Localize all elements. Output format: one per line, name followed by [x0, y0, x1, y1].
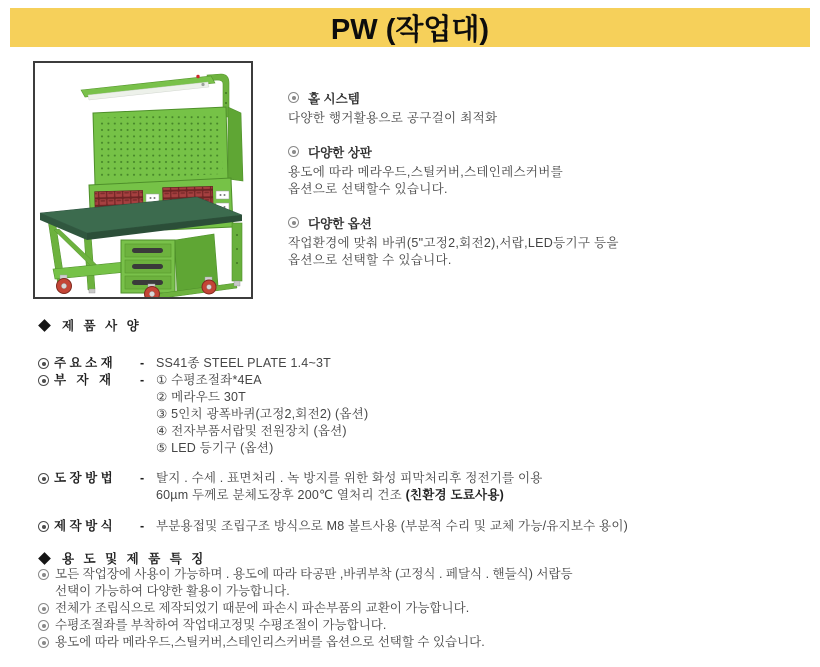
ring-bullet-icon: [38, 637, 49, 648]
page-title: PW (작업대): [330, 14, 490, 46]
spec-separator: -: [140, 373, 145, 387]
spec-row-parts: [38, 372, 798, 457]
spec-separator: -: [140, 471, 145, 485]
spec-value: SS41종 STEEL PLATE 1.4~3T: [156, 356, 331, 370]
spec-heading-label: 제 품 사 양: [62, 319, 142, 333]
usage-item: [38, 634, 808, 651]
usage-item-text: 용도에 따라 메라우드,스틸커버,스테인리스커버를 옵션으로 선택할 수 있습니다.: [55, 635, 485, 649]
painting-line-2: 60µm 두께로 분체도장후 200℃ 열처리 건조 (친환경 도료사용): [156, 488, 504, 502]
product-image-frame: [33, 61, 253, 299]
usage-item: [38, 566, 808, 600]
ring-bullet-icon: [38, 358, 49, 369]
ring-bullet-icon: [288, 217, 299, 228]
painting-line-1: 탈지 . 수세 . 표면처리 . 녹 방지를 위한 화성 피막처리후 정전기를 이용: [156, 471, 543, 485]
feature-description: 용도에 따라 메라우드,스틸커버,스테인레스커버를: [288, 165, 563, 179]
usage-item: [38, 617, 808, 634]
spec-row-fabrication: [38, 518, 798, 535]
ring-bullet-icon: [38, 569, 49, 580]
spec-part-item: ④ 전자부품서랍및 전원장치 (옵션): [156, 424, 347, 438]
feature-hole-system: [288, 88, 728, 127]
spec-part-item: ② 메라우드 30T: [156, 390, 246, 404]
usage-item-text: 전체가 조립식으로 제작되었기 때문에 파손시 파손부품의 교환이 가능합니다.: [55, 601, 470, 615]
usage-item-text: 모든 작업장에 사용이 가능하며 . 용도에 따라 타공판 ,바퀴부착 (고정식 . 페달식 . 핸들식) 서랍등 선택이 가능하여 다양한 활용이 가능합니다.: [55, 567, 573, 598]
spec-value-list: [156, 372, 368, 457]
usage-items: [38, 566, 808, 651]
feature-description: 옵션으로 선택할수 있습니다.: [288, 182, 448, 196]
spec-separator: -: [140, 356, 145, 370]
spec-value-multiline: [156, 470, 543, 504]
spec-label: 부 자 재: [54, 373, 112, 387]
spec-label: 주 요 소 재: [54, 356, 113, 370]
spec-label: 도 장 방 법: [54, 471, 113, 485]
usage-item: [38, 600, 808, 617]
ring-bullet-icon: [38, 375, 49, 386]
title-banner: [10, 8, 810, 47]
spec-row-painting: [38, 470, 798, 504]
feature-list: [288, 88, 728, 284]
spec-row-material: [38, 355, 798, 372]
spec-rows: [38, 355, 798, 535]
ring-bullet-icon: [288, 92, 299, 103]
ring-bullet-icon: [38, 620, 49, 631]
feature-tops: [288, 142, 728, 198]
feature-title: 다양한 상판: [308, 145, 372, 160]
workbench-product-image: [35, 63, 251, 297]
spec-part-item: ③ 5인치 광폭바퀴(고정2,회전2) (옵션): [156, 407, 369, 421]
diamond-bullet-icon: [38, 319, 51, 332]
diamond-bullet-icon: [38, 552, 51, 565]
feature-title: 홀 시스템: [308, 91, 360, 106]
spec-part-item: ⑤ LED 등기구 (옵션): [156, 441, 274, 455]
spec-section-heading: [38, 316, 142, 334]
ring-bullet-icon: [38, 473, 49, 484]
spec-label: 제 작 방 식: [54, 519, 113, 533]
ring-bullet-icon: [288, 146, 299, 157]
feature-description: 작업환경에 맞춰 바퀴(5"고정2,회전2),서랍,LED등기구 등을: [288, 236, 619, 250]
feature-options: [288, 213, 728, 269]
ring-bullet-icon: [38, 521, 49, 532]
spec-separator: -: [140, 519, 145, 533]
ring-bullet-icon: [38, 603, 49, 614]
usage-item-text: 수평조절좌를 부착하여 작업대고정및 수평조절이 가능합니다.: [55, 618, 387, 632]
feature-description: 다양한 행거활용으로 공구걸이 최적화: [288, 111, 498, 125]
eco-paint-note: (친환경 도료사용): [405, 488, 504, 502]
usage-section-heading: [38, 549, 206, 567]
feature-title: 다양한 옵션: [308, 216, 372, 231]
usage-heading-label: 용 도 및 제 품 특 징: [62, 552, 207, 566]
feature-description: 옵션으로 선택할 수 있습니다.: [288, 253, 452, 267]
spec-value: 부분용접및 조립구조 방식으로 M8 볼트사용 (부분적 수리 및 교체 가능/유지보수 용이): [156, 519, 628, 533]
spec-part-item: ① 수평조절좌*4EA: [156, 373, 262, 387]
